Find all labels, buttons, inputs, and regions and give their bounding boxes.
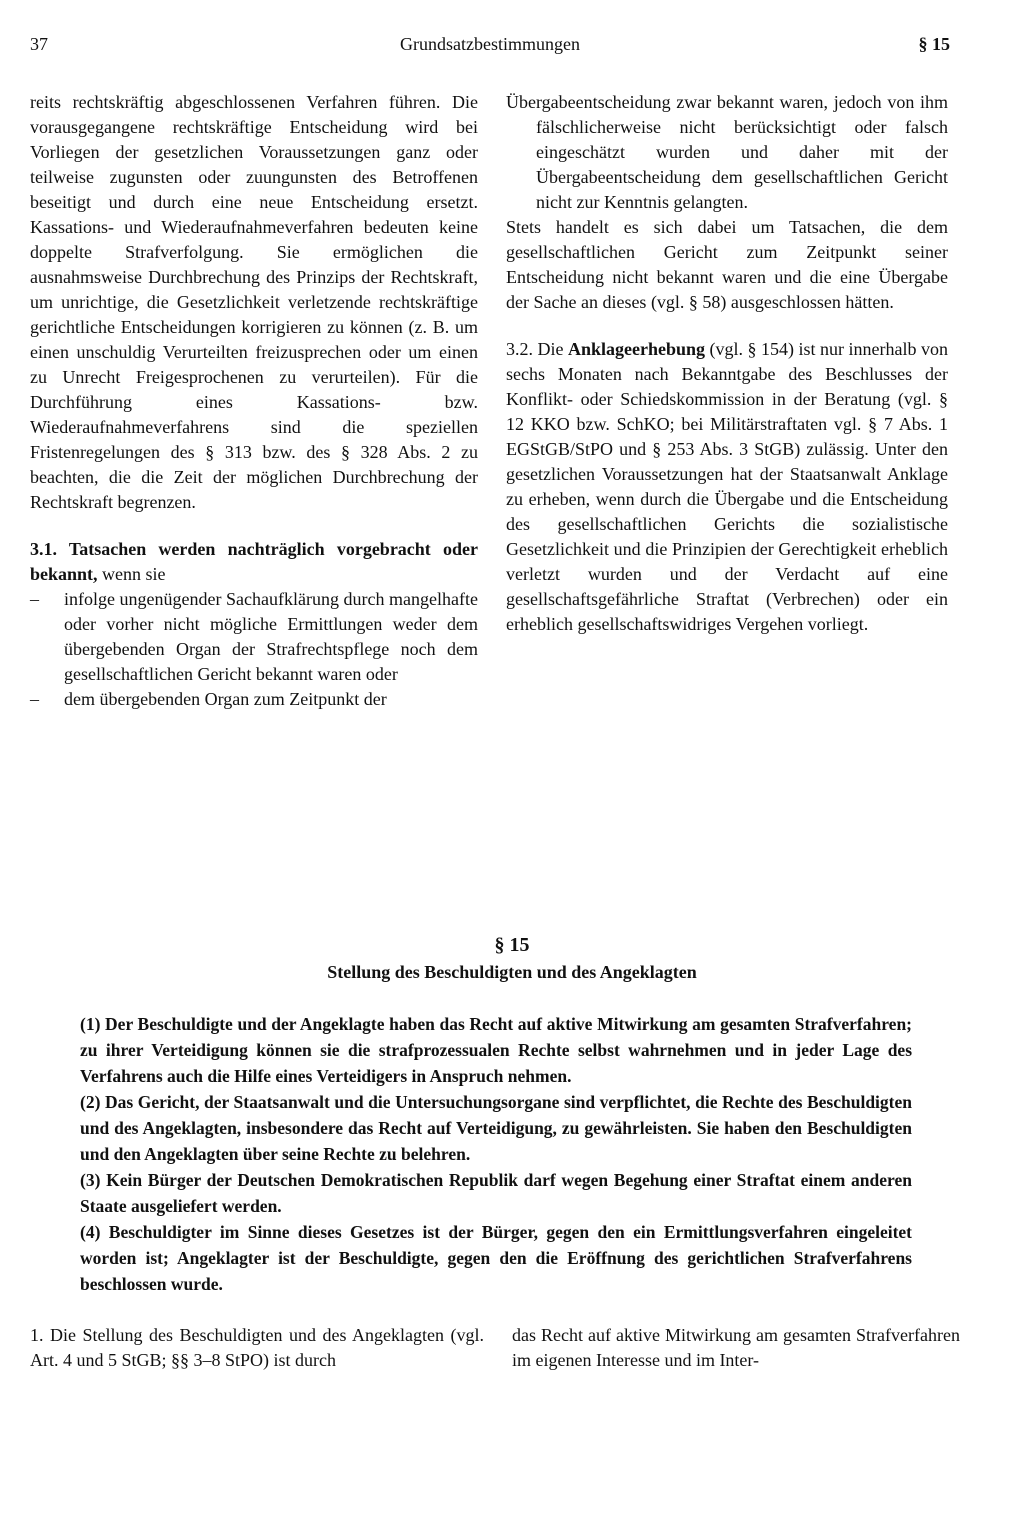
- commentary-paragraph-3-2: [506, 337, 948, 637]
- paragraph-number: 1.: [30, 1325, 51, 1345]
- upper-right-column: [506, 90, 948, 637]
- section-reference: § 15: [918, 34, 950, 54]
- statute-paragraph: (1) Der Beschuldigte und der Angeklagte haben das Recht auf aktive Mitwirkung am gesamten Strafverfahren; zu ihrer Verteidigung können sie die strafprozessualen Rechte selbst wahrnehmen und in jeder Lage des Verfahrens auch die Hilfe eines Verteidigers in Anspruch nehmen.: [80, 1014, 912, 1086]
- paragraph-gap: [30, 515, 478, 537]
- statute-paragraph: (2) Das Gericht, der Staatsanwalt und die Untersuchungsorgane sind verpflichtet, die Rechte des Beschuldigten und des Angeklagten, insbesondere das Recht auf Verteidigung, zu gewährleisten. Sie haben den Beschuldigten und den Angeklagten über seine Rechte zu belehren.: [80, 1092, 912, 1164]
- upper-left-column: [30, 90, 478, 712]
- paragraph-number: 3.2. Die: [506, 339, 568, 359]
- lead-in-continuation: wenn sie: [97, 564, 166, 584]
- list-item-text: infolge ungenügender Sachaufklärung durch mangelhafte oder vorher nicht mögliche Ermittlungen weder dem übergebenden Organ der Strafrechtspflege noch dem gesellschaftlichen Gericht bekannt waren oder: [64, 589, 478, 684]
- commentary-paragraph: das Recht auf aktive Mitwirkung am gesamten Strafverfahren im eigenen Interesse und im Inter-: [512, 1325, 960, 1370]
- lower-right-column: [512, 1323, 960, 1373]
- section-heading: [0, 933, 1024, 984]
- lower-left-column: [30, 1323, 484, 1373]
- paragraph-text: Die Stellung des Beschuldigten und des Angeklagten (vgl. Art. 4 und 5 StGB; §§ 3–8 StPO) ist durch: [30, 1325, 485, 1370]
- paragraph-text: (vgl. § 154) ist nur innerhalb von sechs Monaten nach Bekanntgabe des Beschlusses der Konflikt- oder Schiedskommission in der Beratung (vgl. § 12 KKO bzw. SchKO; bei Militärstraftaten vgl. § 7 Abs. 1 EGStGB/StPO und § 253 Abs. 3 StGB) zulässig. Unter den gesetzlichen Voraussetzungen hat der Staatsanwalt Anklage zu erheben, wenn durch die Übergabe und die Entscheidung des gesellschaftlichen Gerichts die sozialistische Gesetzlichkeit und die Prinzipien der Gerechtigkeit erheblich verletzt wurden und der Verdacht auf eine gesellschaftsgefährliche Straftat (Verbrechen) oder ein erheblich gesellschaftswidriges Vergehen vorliegt.: [506, 339, 948, 634]
- dash-list: [30, 587, 478, 712]
- list-item: [30, 687, 478, 712]
- dash-marker: –: [30, 689, 39, 709]
- dash-marker: –: [30, 589, 39, 609]
- bold-lead-in: 3.1. Tatsachen werden nachträglich vorgebracht oder bekannt,: [30, 539, 478, 584]
- commentary-paragraph: Übergabeentscheidung zwar bekannt waren, jedoch von ihm fälschlicherweise nicht berücksichtigt oder falsch eingeschätzt wurden und daher mit der Übergabeentscheidung dem gesellschaftlichen Gericht nicht zur Kenntnis gelangten.: [506, 92, 948, 212]
- statute-paragraph: (3) Kein Bürger der Deutschen Demokratischen Republik darf wegen Begehung einer Straftat einem anderen Staate ausgeliefert werden.: [80, 1170, 912, 1216]
- commentary-paragraph: Stets handelt es sich dabei um Tatsachen, die dem gesellschaftlichen Gericht zum Zeitpunkt seiner Entscheidung nicht bekannt waren und die eine Übergabe der Sache an dieses (vgl. § 58) ausgeschlossen hätten.: [506, 217, 948, 312]
- page-number: 37: [30, 34, 48, 54]
- statute-paragraph: (4) Beschuldigter im Sinne dieses Gesetzes ist der Bürger, gegen den ein Ermittlungsverfahren eingeleitet worden ist; Angeklagter ist der Beschuldigte, gegen den die Eröffnung des gerichtlichen Strafverfahrens beschlossen wurde.: [80, 1222, 912, 1294]
- running-title: Grundsatzbestimmungen: [400, 34, 580, 54]
- bold-term: Anklageerhebung: [568, 339, 706, 359]
- section-title: Stellung des Beschuldigten und des Angeklagten: [327, 962, 697, 982]
- commentary-paragraph-1: [30, 1323, 484, 1373]
- commentary-paragraph-3-1: [30, 537, 478, 587]
- list-item: [30, 587, 478, 687]
- paragraph-gap: [506, 315, 948, 337]
- list-item-text: dem übergebenden Organ zum Zeitpunkt der: [64, 689, 387, 709]
- section-number: § 15: [494, 934, 530, 956]
- statute-text: [80, 1011, 912, 1297]
- commentary-paragraph: reits rechtskräftig abgeschlossenen Verfahren führen. Die vorausgegangene rechtskräftige Entscheidung wird bei Vorliegen der gesetzlichen Voraussetzungen ganz oder teilweise zugunsten oder zuungunsten des Betroffenen beseitigt und durch eine neue Entscheidung ersetzt. Kassations- und Wiederaufnahmeverfahren bedeuten keine doppelte Strafverfolgung. Sie ermöglichen die ausnahmsweise Durchbrechung des Prinzips der Rechtskraft, um unrichtige, die Gesetzlichkeit verletzende rechtskräftige gerichtliche Entscheidungen korrigieren zu können (z. B. um einen unschuldig Verurteilten freizusprechen oder um einen zu Unrecht Freigesprochenen zu verurteilen). Für die Durchführung eines Kassations- bzw. Wiederaufnahmeverfahrens sind die speziellen Fristenregelungen des § 313 bzw. des § 328 Abs. 2 zu beachten, die die Zeit der möglichen Durchbrechung der Rechtskraft begrenzen.: [30, 92, 478, 512]
- running-header: [30, 34, 950, 64]
